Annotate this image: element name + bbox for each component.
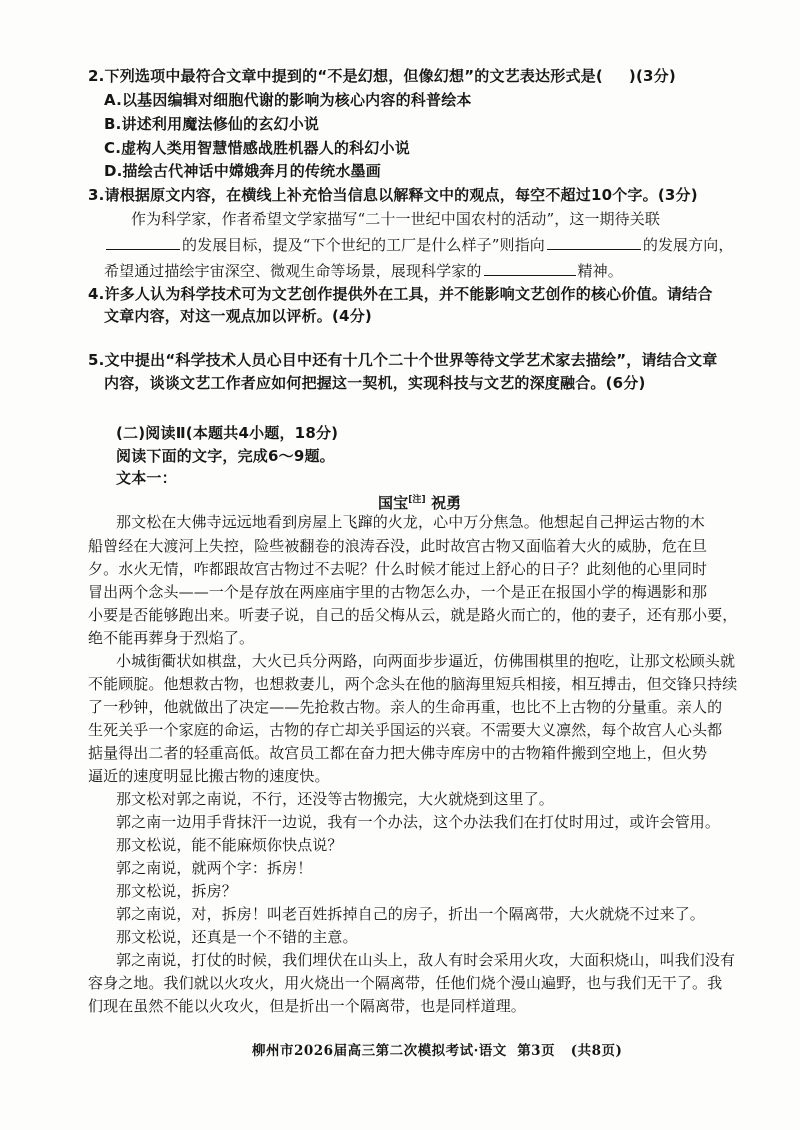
page-footer — [252, 1041, 622, 1061]
passage-line: 们现在虽然不能以火攻火，但是折出一个隔离带，也是同样道理。 — [88, 997, 526, 1015]
passage-line: 郭之南说，就两个字：拆房！ — [116, 859, 313, 877]
passage-line: 了一秒钟，他就做出了决定——先抢救古物。亲人的生命再重，也比不上古物的分量重。亲人的 — [88, 698, 723, 716]
passage-line: 那文松对郭之南说，不行，还没等古物搬完，大火就烧到这里了。 — [116, 790, 554, 808]
q5-line1: 5.文中提出“科学技术人员心目中还有十几个二十个世界等待文学艺术家去描绘”，请结合文章 — [88, 351, 718, 369]
q2-option-c: C.虚构人类用智慧惜感战胜机器人的科幻小说 — [104, 139, 410, 157]
q2-option-d: D.描绘古代神话中嫦娥奔月的传统水墨画 — [104, 162, 381, 180]
page-number: 第3页 — [517, 1043, 556, 1059]
q4-line1: 4.许多人认为科学技术可为文艺创作提供外在工具，并不能影响文艺创作的核心价值。请结合 — [88, 285, 713, 303]
passage-title: 国宝[注] 祝勇 — [378, 494, 462, 512]
footnote-mark: [注] — [408, 495, 426, 505]
passage-line: 那文松说，拆房？ — [116, 882, 237, 900]
q3-line2: 的发展目标，提及“下个世纪的工厂是什么样子”则指向 的发展方向， — [104, 235, 733, 255]
passage-line: 小城街衢状如棋盘，大火已兵分两路，向两面步步逼近，仿佛围棋里的抱吃，让那文松顾头就 — [116, 652, 736, 670]
passage-line: 不能顾腚。他想救古物，也想救妻儿，两个念头在他的脑海里短兵相接，相互搏击，但交锋只持续 — [88, 675, 738, 693]
q5-line2: 内容，谈谈文艺工作者应如何把握这一契机，实现科技与文艺的深度融合。(6分) — [104, 374, 646, 392]
passage-line: 夕。水火无情，咋都跟故宫古物过不去呢？什么时候才能过上舒心的日子？此刻他的心里同时 — [88, 560, 708, 578]
q3-blank-1[interactable] — [106, 235, 180, 250]
q3-line3: 希望通过描绘宇宙深空、微观生命等场景，展现科学家的 精神。 — [104, 262, 623, 280]
passage-line: 掂量得出二者的轻重高低。故宫员工都在奋力把大佛寺库房中的古物箱件搬到空地上，但火势 — [88, 744, 708, 762]
reading2-heading: (二)阅读Ⅱ(本题共4小题，18分) — [116, 424, 339, 442]
passage-line: 船曾经在大渡河上失控，险些被翻卷的浪涛吞没，此时故宫古物又面临着大火的威胁，危在旦 — [88, 537, 708, 555]
passage-line: 那文松说，还真是一个不错的主意。 — [116, 928, 358, 946]
q2-option-b: B.讲述利用魔法修仙的玄幻小说 — [104, 115, 320, 133]
passage-line: 生死关乎一个家庭的命运，古物的存亡却关乎国运的兴衰。不需要大义凛然，每个故宫人心头都 — [88, 721, 723, 739]
passage-line: 逼近的速度明显比搬古物的速度快。 — [88, 767, 330, 785]
text-label: 文本一： — [116, 469, 177, 487]
q2-option-a: A.以基因编辑对细胞代谢的影响为核心内容的科普绘本 — [104, 91, 472, 109]
passage-line: 郭之南说，对，拆房！叫老百姓拆掉自己的房子，折出一个隔离带，大火就烧不过来了。 — [116, 905, 705, 923]
passage-line: 那文松说，能不能麻烦你快点说？ — [116, 836, 343, 854]
q2-stem: 2.下列选项中最符合文章中提到的“不是幻想，但像幻想”的文艺表达形式是( )(3分) — [88, 67, 676, 85]
reading2-instruction: 阅读下面的文字，完成6～9题。 — [116, 447, 335, 465]
passage-line: 冒出两个念头——一个是存放在两座庙宇里的古物怎么办，一个是正在报国小学的梅遇影和那 — [88, 583, 708, 601]
passage-line: 郭之南说，打仗的时候，我们埋伏在山头上，敌人有时会采用火攻，大面积烧山，叫我们没有 — [116, 951, 736, 969]
exam-name: 柳州市2026届高三第二次模拟考试·语文 — [252, 1043, 507, 1059]
q3-line1: 作为科学家，作者希望文学家描写“二十一世纪中国农村的活动”，这一期待关联 — [131, 210, 660, 228]
q4-line2: 文章内容，对这一观点加以评析。(4分) — [104, 307, 372, 325]
passage-line: 绝不能再葬身于烈焰了。 — [88, 629, 255, 647]
q3-blank-3[interactable] — [484, 261, 576, 276]
passage-line: 郭之南一边用手背抹汗一边说，我有一个办法，这个办法我们在打仗时用过，或许会管用。 — [116, 813, 721, 831]
q3-stem: 3.请根据原文内容，在横线上补充恰当信息以解释文中的观点，每空不超过10个字。(3分) — [88, 186, 698, 204]
passage-line: 容身之地。我们就以火攻火，用火烧出一个隔离带，任他们烧个漫山遍野，也与我们无干了。我 — [88, 974, 723, 992]
page-total: (共8页) — [570, 1043, 623, 1059]
passage-line: 那文松在大佛寺远远地看到房屋上飞蹿的火龙，心中万分焦急。他想起自己押运古物的木 — [116, 513, 705, 531]
q3-blank-2[interactable] — [547, 235, 641, 250]
passage-line: 小要是否能够跑出来。听妻子说，自己的岳父梅从云，就是路火而亡的，他的妻子，还有那小要， — [88, 606, 738, 624]
